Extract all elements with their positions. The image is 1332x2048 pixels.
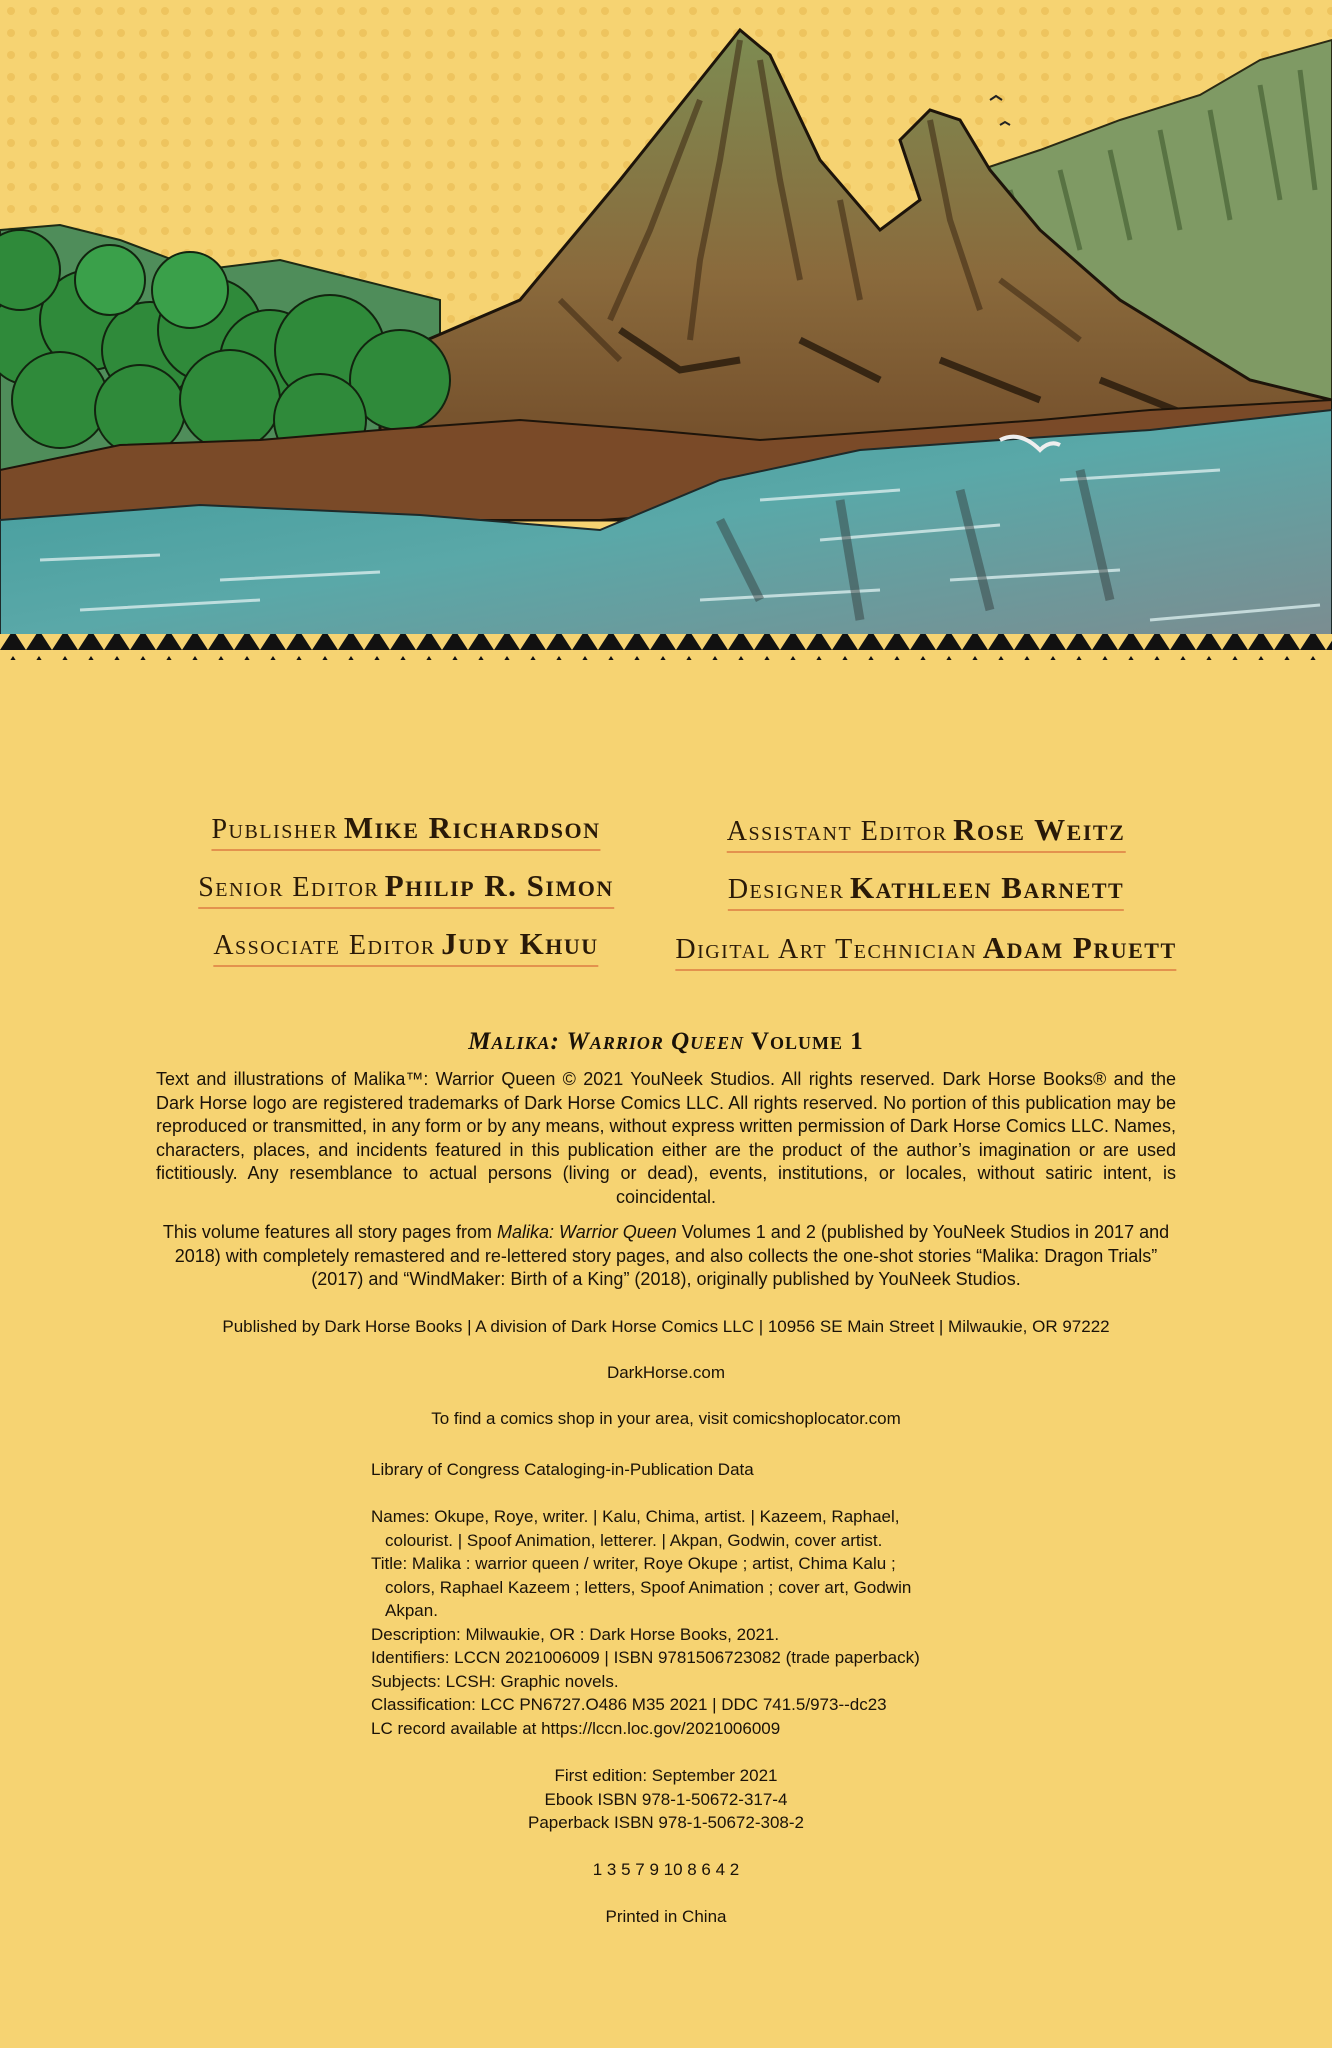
credit-role: Designer: [727, 874, 845, 905]
cip-title-cont: colors, Raphael Kazeem ; letters, Spoof Animation ; cover art, Godwin: [385, 1577, 912, 1597]
contents-notice-title: Malika: Warrior Queen: [497, 1222, 677, 1242]
credit-role: Senior Editor: [198, 872, 380, 903]
copyright-notice: Text and illustrations of Malika™: Warrior Queen © 2021 YouNeek Studios. All rights reserved. Dark Horse Books® and the Dark Horse logo are registered trademarks of Dark Horse Comics LLC. All rights reserved. No portion of this publication may be reproduced or transmitted, in any form or by any means, without express written permission of Dark Horse Comics LLC. Names, characters, places, and incidents featured in this publication either are the product of the author’s imagination or are used fictitiously. Any resemblance to actual persons (living or dead), events, institutions, or locales, without satiric intent, is coincidental.: [156, 1069, 1176, 1207]
credit-role: Associate Editor: [213, 930, 436, 961]
paperback-isbn: Paperback ISBN 978-1-50672-308-2: [528, 1813, 804, 1832]
credit-role: Publisher: [211, 814, 339, 845]
credit-associate-editor: [213, 926, 598, 967]
credit-publisher: [211, 810, 600, 851]
landscape-art: [0, 0, 1332, 660]
credit-role: Assistant Editor: [726, 816, 948, 847]
credit-senior-editor: [198, 868, 614, 909]
credit-name: Judy Khuu: [441, 926, 599, 961]
credit-name: Mike Richardson: [343, 810, 601, 845]
contents-notice: [156, 1221, 1176, 1292]
credit-designer: [728, 870, 1124, 911]
cip-title: Title: Malika : warrior queen / writer, Roye Okupe ; artist, Chima Kalu ;: [371, 1554, 896, 1573]
edition-info: [0, 1764, 1332, 1928]
book-title-italic: Malika: Warrior Queen: [468, 1028, 745, 1055]
cip-data: [371, 1458, 991, 1740]
credit-name: Kathleen Barnett: [849, 870, 1125, 905]
credit-role: Digital Art Technician: [675, 934, 978, 965]
zigzag-border: [0, 634, 1332, 660]
book-title: [0, 1028, 1332, 1056]
contents-notice-pre: This volume features all story pages from: [162, 1222, 498, 1242]
first-edition: First edition: September 2021: [554, 1766, 778, 1785]
book-title-volume: Volume 1: [744, 1028, 864, 1055]
cip-names-cont: colourist. | Spoof Animation, letterer. | Akpan, Godwin, cover artist.: [385, 1530, 883, 1550]
publisher-line: Published by Dark Horse Books | A division of Dark Horse Comics LLC | 10956 SE Main Street | Milwaukie, OR 97222: [222, 1316, 1110, 1336]
credit-digital-art-technician: [675, 930, 1176, 971]
credit-name: Adam Pruett: [982, 930, 1177, 965]
print-line: 1 3 5 7 9 10 8 6 4 2: [592, 1859, 740, 1879]
cip-description: Description: Milwaukie, OR : Dark Horse Books, 2021.: [371, 1624, 780, 1644]
cip-classification: Classification: LCC PN6727.O486 M35 2021 | DDC 741.5/973--dc23: [371, 1695, 887, 1714]
credit-assistant-editor: [727, 812, 1126, 853]
cip-heading: Library of Congress Cataloging-in-Publication Data: [371, 1460, 754, 1479]
contents-notice-post: Volumes 1 and 2 (published by YouNeek Studios in 2017 and 2018) with completely remastered and re-lettered story pages, and also collects the one-shot stories “Malika: Dragon Trials” (2017) and “WindMaker: Birth of a King” (2018), originally published by YouNeek Studios.: [174, 1222, 1170, 1289]
cip-title-cont-2: Akpan.: [385, 1601, 438, 1620]
ebook-isbn: Ebook ISBN 978-1-50672-317-4: [544, 1789, 788, 1809]
cip-subjects: Subjects: LCSH: Graphic novels.: [371, 1671, 619, 1691]
staff-credits: [0, 810, 1332, 1000]
cip-lc-record: LC record available at https://lccn.loc.gov/2021006009: [371, 1718, 781, 1738]
landscape-illustration: [0, 0, 1332, 660]
cip-identifiers: Identifiers: LCCN 2021006009 | ISBN 9781506723082 (trade paperback): [371, 1648, 920, 1667]
website-link[interactable]: DarkHorse.com: [606, 1362, 726, 1382]
credit-name: Philip R. Simon: [384, 868, 614, 903]
printed-in: Printed in China: [605, 1906, 727, 1926]
legal-section: [0, 1028, 1332, 1430]
cip-names: Names: Okupe, Roye, writer. | Kalu, Chima, artist. | Kazeem, Raphael,: [371, 1507, 900, 1526]
credit-name: Rose Weitz: [953, 812, 1126, 847]
shop-locator-line: To find a comics shop in your area, visit comicshoplocator.com: [431, 1408, 901, 1428]
